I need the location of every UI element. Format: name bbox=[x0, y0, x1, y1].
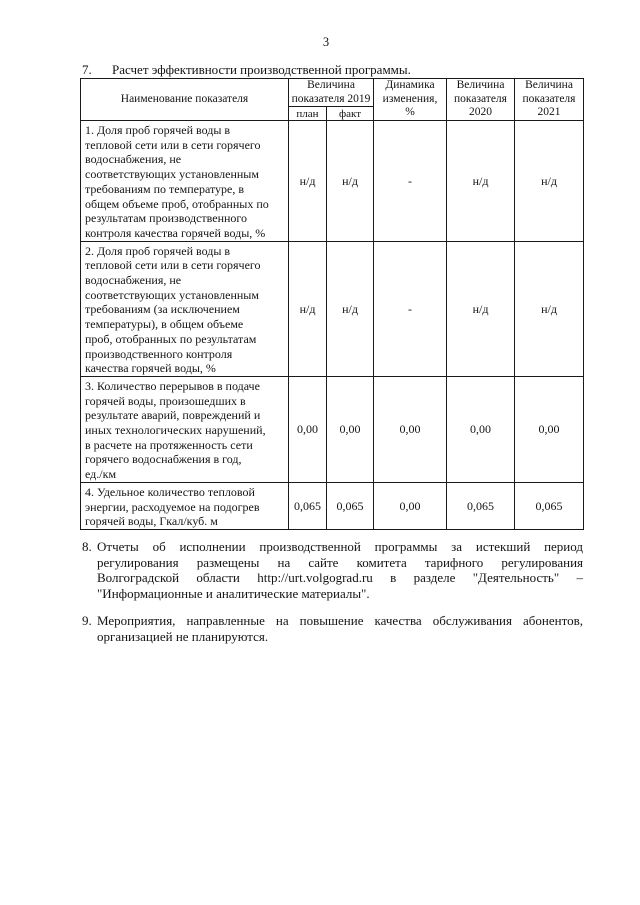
value-plan: 0,00 bbox=[289, 376, 327, 482]
table-row bbox=[81, 241, 584, 376]
value-2020: н/д bbox=[447, 121, 515, 242]
page-number: 3 bbox=[322, 35, 330, 49]
section-title: Расчет эффективности производственной программы. bbox=[112, 62, 411, 77]
item-line: "Информационные и аналитические материалы". bbox=[97, 585, 370, 601]
value-2021: н/д bbox=[515, 121, 584, 242]
value-fact: н/д bbox=[327, 121, 374, 242]
item-number: 9. bbox=[82, 613, 92, 628]
value-dynamics: 0,00 bbox=[374, 376, 447, 482]
value-2021: 0,065 bbox=[515, 482, 584, 529]
value-2021: н/д bbox=[515, 241, 584, 376]
item-8-paragraph bbox=[82, 539, 583, 601]
section-7-heading bbox=[82, 62, 411, 77]
header-dynamics: Динамика изменения, % bbox=[374, 79, 447, 121]
item-line: регулирования размещены на сайте комитета тарифного регулирования bbox=[97, 554, 583, 570]
indicator-name: 4. Удельное количество тепловой энергии, расходуемое на подогрев горячей воды, Гкал/куб. м bbox=[81, 482, 289, 529]
value-2020: 0,00 bbox=[447, 376, 515, 482]
value-2021: 0,00 bbox=[515, 376, 584, 482]
item-line: Отчеты об исполнении производственной программы за истекший период bbox=[97, 539, 583, 554]
value-dynamics: 0,00 bbox=[374, 482, 447, 529]
indicator-name: 1. Доля проб горячей воды в тепловой сети или в сети горячего водоснабжения, не соответствующих установленным требованиям по температуре, в общем объеме проб, отобранных по результатам производственного контроля качества горячей воды, % bbox=[81, 121, 289, 242]
value-plan: 0,065 bbox=[289, 482, 327, 529]
header-plan: план bbox=[289, 107, 327, 121]
item-number: 8. bbox=[82, 539, 92, 554]
value-fact: н/д bbox=[327, 241, 374, 376]
value-2020: н/д bbox=[447, 241, 515, 376]
indicator-name: 2. Доля проб горячей воды в тепловой сети или в сети горячего водоснабжения, не соответствующих установленным требованиям (за исключением температуры), в общем объеме проб, отобранных по результатам производственного контроля качества горячей воды, % bbox=[81, 241, 289, 376]
item-text bbox=[97, 613, 583, 644]
header-value-2019: Величина показателя 2019 bbox=[289, 79, 374, 107]
value-dynamics: - bbox=[374, 241, 447, 376]
value-dynamics: - bbox=[374, 121, 447, 242]
item-line: Мероприятия, направленные на повышение качества обслуживания абонентов, bbox=[97, 613, 583, 628]
item-line: Волгоградской области http://urt.volgograd.ru в разделе "Деятельность" – bbox=[97, 570, 583, 585]
header-value-2020: Величина показателя 2020 bbox=[447, 79, 515, 121]
item-9-paragraph bbox=[82, 613, 583, 644]
section-number: 7. bbox=[82, 62, 92, 77]
header-value-2021: Величина показателя 2021 bbox=[515, 79, 584, 121]
efficiency-table bbox=[80, 78, 584, 530]
item-line: организацией не планируются. bbox=[97, 628, 269, 644]
item-text bbox=[97, 539, 583, 601]
table-row bbox=[81, 482, 584, 529]
indicator-name: 3. Количество перерывов в подаче горячей воды, произошедших в результате аварий, повреждений и иных технологических нарушений, в расчете на протяженность сети горячего водоснабжения в год, ед./км bbox=[81, 376, 289, 482]
table-header-row bbox=[81, 79, 584, 107]
value-plan: н/д bbox=[289, 121, 327, 242]
value-2020: 0,065 bbox=[447, 482, 515, 529]
value-fact: 0,065 bbox=[327, 482, 374, 529]
table-row bbox=[81, 376, 584, 482]
table-row bbox=[81, 121, 584, 242]
value-fact: 0,00 bbox=[327, 376, 374, 482]
header-indicator-name: Наименование показателя bbox=[81, 79, 289, 121]
header-fact: факт bbox=[327, 107, 374, 121]
value-plan: н/д bbox=[289, 241, 327, 376]
